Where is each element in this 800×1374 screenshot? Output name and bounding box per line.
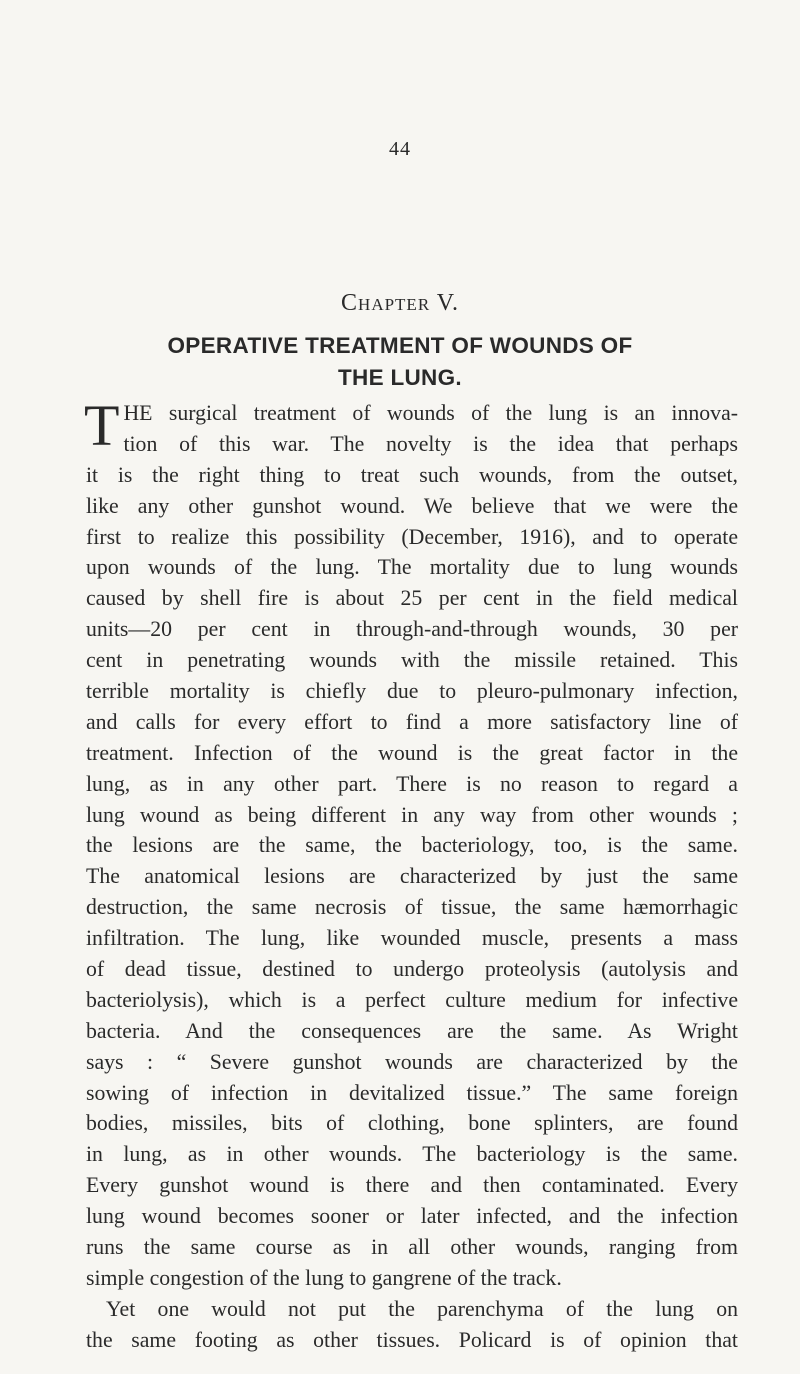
text-line: terrible mortality is chiefly due to pleuro-pulmonary infection, <box>86 679 738 704</box>
body-text <box>84 393 739 1356</box>
text-line: bacteriolysis), which is a perfect culture medium for infective <box>86 987 738 1012</box>
text-line: destruction, the same necrosis of tissue, the same hæmorrhagic <box>86 895 738 920</box>
text-line: lung, as in any other part. There is no reason to regard a <box>86 771 738 796</box>
text-line: caused by shell fire is about 25 per cent in the field medical <box>86 586 738 611</box>
text-line: it is the right thing to treat such wounds, from the outset, <box>86 462 738 487</box>
text-line-content: surgical treatment of wounds of the lung is an innova- <box>168 401 739 425</box>
drop-cap: T <box>84 393 120 458</box>
text-line: Every gunshot wound is there and then contaminated. Every <box>86 1173 738 1198</box>
text-line: lung wound becomes sooner or later infected, and the infection <box>86 1204 738 1229</box>
text-line: runs the same course as in all other wounds, ranging from <box>86 1235 738 1260</box>
text-line: the lesions are the same, the bacteriology, too, is the same. <box>86 833 738 858</box>
text-line: lung wound as being different in any way from other wounds ; <box>86 802 738 827</box>
text-line: and calls for every effort to find a more satisfactory line of <box>86 709 738 734</box>
chapter-title-line-1: OPERATIVE TREATMENT OF WOUNDS OF <box>167 333 633 358</box>
chapter-label: Chapter V. <box>341 290 459 316</box>
text-line: bodies, missiles, bits of clothing, bone splinters, are found <box>86 1111 738 1136</box>
chapter-title-line-2: THE LUNG. <box>338 365 462 390</box>
text-line: Yet one would not put the parenchyma of the lung on <box>106 1296 738 1321</box>
page-number: 44 <box>389 138 411 160</box>
drop-cap-rest: HE <box>123 401 153 425</box>
text-line: of dead tissue, destined to undergo proteolysis (autolysis and <box>86 957 738 982</box>
text-line: bacteria. And the consequences are the same. As Wright <box>86 1018 738 1043</box>
text-line: The anatomical lesions are characterized by just the same <box>86 864 738 889</box>
text-line <box>86 398 738 429</box>
text-line: treatment. Infection of the wound is the great factor in the <box>86 740 738 765</box>
text-line: like any other gunshot wound. We believe that we were the <box>86 493 738 518</box>
text-line: units—20 per cent in through-and-through wounds, 30 per <box>86 617 738 642</box>
chapter-title <box>0 330 800 394</box>
text-line: simple congestion of the lung to gangrene of the track. <box>86 1265 562 1290</box>
text-line: upon wounds of the lung. The mortality due to lung wounds <box>86 555 738 580</box>
text-line: cent in penetrating wounds with the missile retained. This <box>86 648 738 673</box>
text-line: tion of this war. The novelty is the idea that perhaps <box>123 431 738 456</box>
text-line: infiltration. The lung, like wounded muscle, presents a mass <box>86 926 738 951</box>
text-line: the same footing as other tissues. Policard is of opinion that <box>86 1327 738 1352</box>
text-line: in lung, as in other wounds. The bacteriology is the same. <box>86 1142 738 1167</box>
text-line: says : “ Severe gunshot wounds are characterized by the <box>86 1049 738 1074</box>
text-line: sowing of infection in devitalized tissue.” The same foreign <box>86 1080 738 1105</box>
text-line: first to realize this possibility (December, 1916), and to operate <box>86 524 738 549</box>
